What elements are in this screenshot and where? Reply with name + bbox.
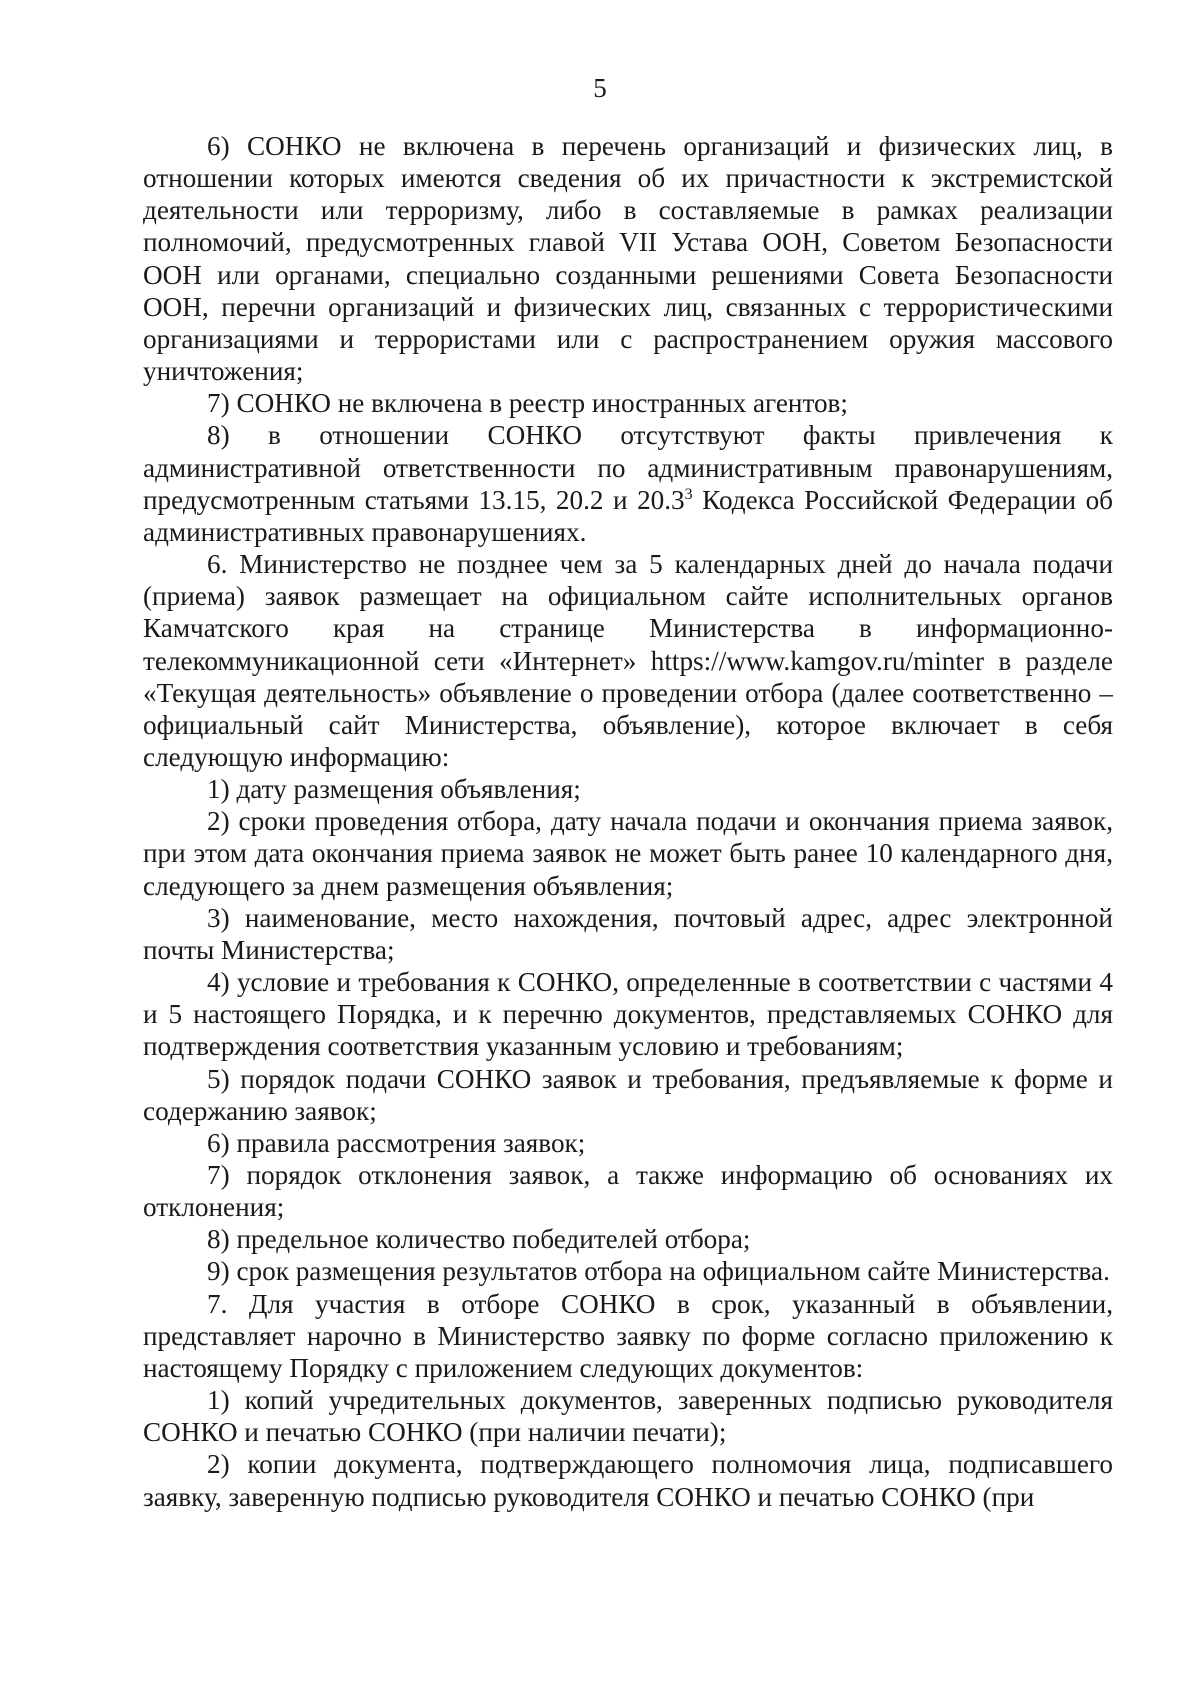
document-item-2: 2) копии документа, подтверждающего полномочия лица, подписавшего заявку, заверенную подписью руководителя СОНКО и печатью СОНКО (при	[143, 1449, 1113, 1512]
section-7-application: 7. Для участия в отборе СОНКО в срок, указанный в объявлении, представляет нарочно в Министерство заявку по форме согласно приложению к настоящему Порядку с приложением следующих документов:	[143, 1288, 1113, 1383]
list-item-8-administrative-liability	[143, 419, 1113, 548]
announcement-item-3: 3) наименование, место нахождения, почтовый адрес, адрес электронной почты Министерства;	[143, 902, 1113, 965]
article-superscript: 3	[684, 485, 693, 503]
page-number: 5	[593, 73, 607, 103]
announcement-item-8: 8) предельное количество победителей отбора;	[207, 1224, 751, 1255]
announcement-item-4: 4) условие и требования к СОНКО, определенные в соответствии с частями 4 и 5 настоящего Порядка, и к перечню документов, представляемых СОНКО для подтверждения соответствия указанным условию и требованиям;	[143, 967, 1113, 1062]
announcement-item-7: 7) порядок отклонения заявок, а также информацию об основаниях их отклонения;	[143, 1160, 1113, 1223]
list-item-8-text-end: Кодекса Российской Федерации об административных правонарушениях.	[143, 484, 1114, 547]
section-6-announcement: 6. Министерство не позднее чем за 5 календарных дней до начала подачи (приема) заявок размещает на официальном сайте исполнительных органов Камчатского края на странице Министерства в информационно-телекоммуникационной сети «Интернет» https://www.kamgov.ru/minter в разделе «Текущая деятельность» объявление о проведении отбора (далее соответственно – официальный сайт Министерства, объявление), которое включает в себя следующую информацию:	[143, 549, 1113, 772]
list-item-7-foreign-agents: 7) СОНКО не включена в реестр иностранных агентов;	[207, 388, 848, 419]
announcement-item-6: 6) правила рассмотрения заявок;	[207, 1127, 586, 1158]
announcement-item-2: 2) сроки проведения отбора, дату начала подачи и окончания приема заявок, при этом дата окончания приема заявок не может быть ранее 10 календарного дня, следующего за днем размещения объявления;	[143, 806, 1113, 901]
list-item-6-extremism: 6) СОНКО не включена в перечень организаций и физических лиц, в отношении которых имеются сведения об их причастности к экстремистской деятельности или терроризму, либо в составляемые в рамках реализации полномочий, предусмотренных главой VII Устава ООН, Советом Безопасности ООН или органами, специально созданными решениями Совета Безопасности ООН, перечни организаций и физических лиц, связанных с террористическими организациями и террористами или с распространением оружия массового уничтожения;	[143, 131, 1113, 387]
document-body	[143, 130, 1113, 1513]
document-item-1: 1) копий учредительных документов, заверенных подписью руководителя СОНКО и печатью СОНКО (при наличии печати);	[143, 1385, 1113, 1448]
list-item-8-text: 8) в отношении СОНКО отсутствуют факты привлечения к административной ответственности по административным правонарушениям, предусмотренным статьями 13.15, 20.2 и 20.3	[143, 420, 1113, 515]
announcement-item-1: 1) дату размещения объявления;	[207, 774, 581, 805]
announcement-item-9: 9) срок размещения результатов отбора на официальном сайте Министерства.	[207, 1256, 1110, 1287]
announcement-item-5: 5) порядок подачи СОНКО заявок и требования, предъявляемые к форме и содержанию заявок;	[143, 1063, 1113, 1126]
